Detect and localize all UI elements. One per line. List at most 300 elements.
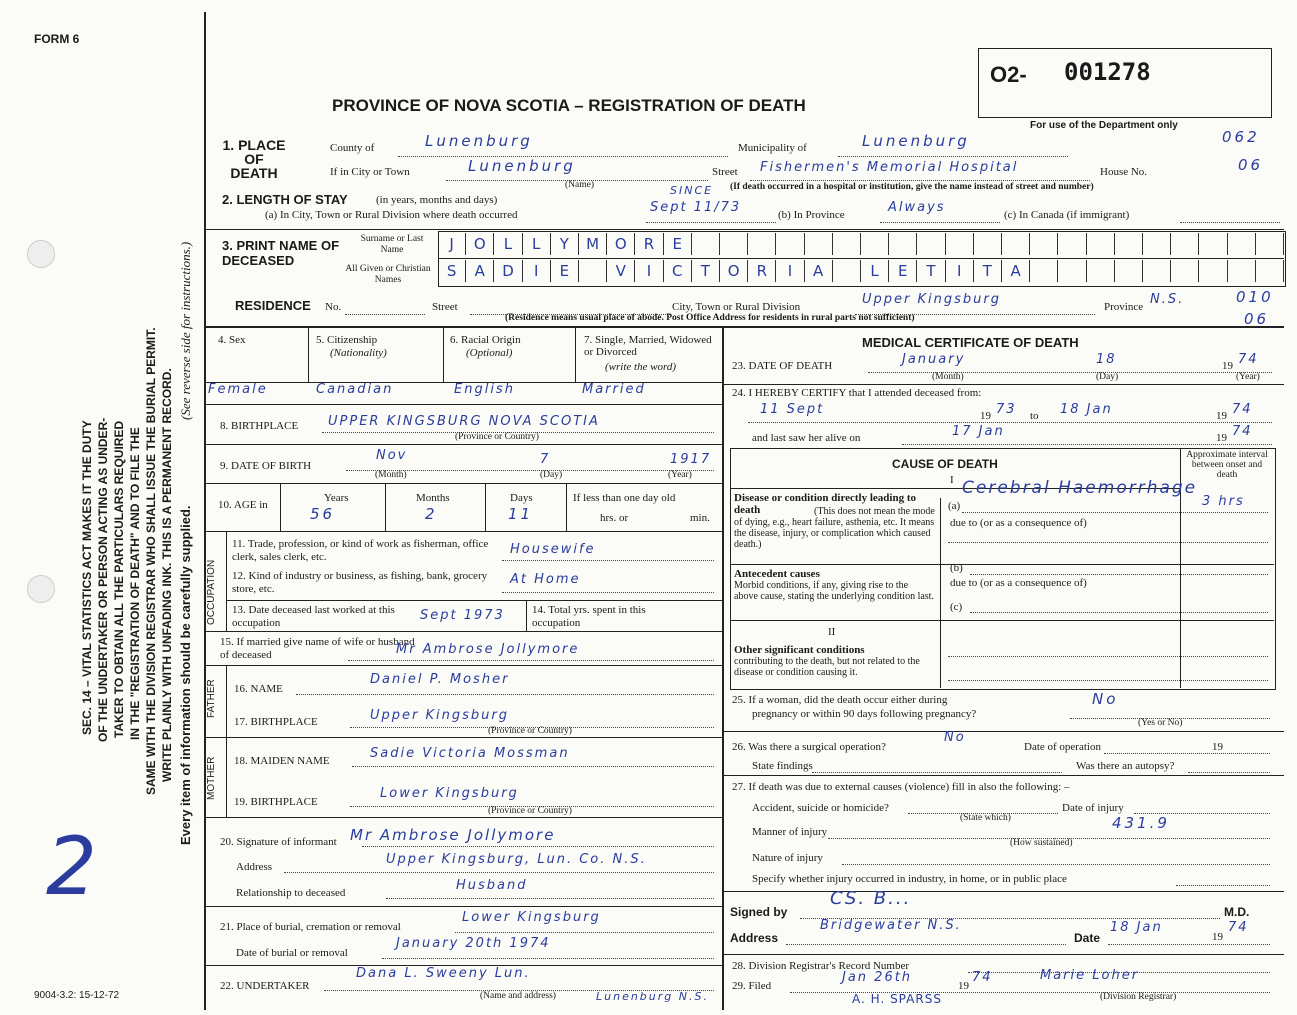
attended-line: [748, 422, 1272, 423]
row-rule: [722, 891, 1284, 892]
house-label: House No.: [1100, 166, 1148, 178]
filed-value: Jan 26th: [842, 970, 913, 985]
letter-cell: E: [551, 260, 579, 282]
sex-label: 4. Sex: [218, 334, 246, 346]
last-worked-label: 13. Date deceased last worked at this occupation: [232, 604, 395, 629]
yes-no-caption: (Yes or No): [1138, 718, 1183, 728]
q25-label-line-1: 25. If a woman, did the death occur either during: [732, 694, 948, 706]
name-grid-divider: [438, 258, 1284, 259]
department-use-note: For use of the Department only: [1030, 120, 1178, 131]
signing-address-value: Bridgewater N.S.: [820, 918, 962, 933]
trade-line: [502, 560, 714, 561]
side-text-line: (See reverse side for instructions.): [178, 241, 193, 420]
registrar-signature: Marie Loher: [1040, 968, 1140, 983]
less-than-day-label: If less than one day old: [573, 492, 676, 504]
dob-year: 1917: [670, 452, 712, 467]
handwritten-mark: 2: [46, 820, 97, 913]
dod-year: 74: [1238, 352, 1259, 367]
letter-cell: [1002, 233, 1030, 255]
attended-to-year-prefix: 19: [1216, 410, 1227, 422]
cause-a-value: Cerebral Haemorrhage: [962, 478, 1198, 498]
burial-date-label: Date of burial or removal: [236, 947, 348, 959]
signing-date-line: [1108, 944, 1270, 945]
letter-cell: M: [579, 233, 607, 255]
surname-label: Surname or Last Name: [360, 234, 424, 255]
letter-cell: [579, 260, 607, 282]
side-text-line: WRITE PLAINLY WITH UNFADING INK. THIS IS A PERMANENT RECORD.: [160, 368, 174, 782]
signing-year-prefix: 19: [1212, 931, 1223, 943]
row-rule: [204, 817, 722, 818]
hours-label: hrs. or: [600, 512, 629, 524]
cause-title: CAUSE OF DEATH: [892, 457, 998, 471]
due-to-label: due to (or as a consequence of): [950, 517, 1087, 529]
date-operation-line: [1104, 753, 1270, 754]
marital-sub: (write the word): [605, 361, 677, 373]
letter-cell: R: [748, 260, 776, 282]
racial-origin-value: English: [454, 382, 515, 397]
side-text-line: OF THE UNDERTAKER OR PERSON ACTING AS UNDER-: [96, 417, 110, 742]
stay-c-label: (c) In Canada (if immigrant): [1004, 209, 1130, 221]
cause-part-1: I: [950, 474, 954, 486]
letter-cell: L: [523, 233, 551, 255]
letter-cell: [1171, 260, 1199, 282]
row-rule: [722, 384, 1284, 385]
last-saw-label: and last saw her alive on: [752, 432, 861, 444]
col-rule: [575, 326, 576, 382]
signing-address-line: [786, 944, 1066, 945]
county-label: County of: [330, 142, 375, 154]
row-rule: [722, 731, 1284, 732]
cause-c-line: [970, 612, 1268, 613]
filed-year: 74: [972, 970, 993, 985]
burial-place-value: Lower Kingsburg: [462, 910, 601, 925]
letter-cell: [889, 233, 917, 255]
registration-number: 001278: [1064, 58, 1151, 86]
spouse-line: [348, 660, 714, 661]
registrar-caption: (Division Registrar): [1100, 992, 1177, 1002]
letter-cell: [833, 260, 861, 282]
side-text-line: SEC. 14 – VITAL STATISTICS ACT MAKES IT THE DUTY: [80, 420, 94, 735]
informant-address-line: [284, 872, 714, 873]
residence-province-value: N.S.: [1150, 292, 1185, 307]
letter-cell: L: [494, 233, 522, 255]
age-years-label: Years: [324, 492, 349, 504]
section-divider: [204, 326, 1284, 328]
sex-value: Female: [208, 382, 268, 397]
letter-cell: I: [776, 260, 804, 282]
letter-cell: D: [494, 260, 522, 282]
col-rule: [940, 498, 941, 688]
dod-month-caption: (Month): [932, 372, 964, 382]
col-rule: [280, 483, 281, 531]
age-months-label: Months: [416, 492, 450, 504]
cause-a-line: [962, 512, 1268, 513]
spouse-value: Mr Ambrose Jollymore: [396, 642, 580, 657]
row-rule: [722, 775, 1284, 776]
stay-c-line: [1180, 222, 1280, 223]
letter-cell: Y: [551, 233, 579, 255]
letter-cell: R: [635, 233, 663, 255]
q25-value: No: [1092, 690, 1119, 708]
letter-cell: [1199, 233, 1227, 255]
mother-maiden-value: Sadie Victoria Mossman: [370, 746, 570, 761]
col-rule: [526, 600, 527, 631]
row-rule: [722, 954, 1284, 955]
marital-label: 7. Single, Married, Widowed or Divorced: [584, 334, 712, 358]
filed-year-prefix: 19: [958, 980, 969, 992]
informant-address-label: Address: [236, 861, 273, 873]
father-birthplace-value: Upper Kingsburg: [370, 708, 509, 723]
municipality-value: Lunenburg: [862, 132, 970, 150]
letter-cell: [861, 233, 889, 255]
spouse-label: 15. If married give name of wife or husband of deceased: [220, 636, 415, 661]
undertaker-caption: (Name and address): [480, 991, 556, 1001]
dob-year-caption: (Year): [668, 470, 692, 480]
side-text-line: SAME WITH THE DIVISION REGISTRAR WHO SHALL ISSUE THE BURIAL PERMIT.: [144, 327, 158, 795]
row-rule: [204, 531, 722, 532]
attended-from-year: 73: [996, 402, 1017, 417]
col-rule: [485, 483, 486, 531]
letter-cell: V: [607, 260, 635, 282]
specify-label: Specify whether injury occurred in industry, in home, or in public place: [752, 873, 1067, 885]
mother-birthplace-caption: (Province or Country): [488, 806, 572, 816]
letter-cell: O: [607, 233, 635, 255]
last-saw-value: 17 Jan: [952, 424, 1005, 439]
mother-maiden-line: [352, 766, 714, 767]
citizenship-sub: (Nationality): [330, 347, 387, 359]
letter-cell: [1143, 233, 1171, 255]
city-name-caption: (Name): [565, 180, 595, 190]
informant-signature-value: Mr Ambrose Jollymore: [350, 826, 556, 844]
letter-cell: E: [664, 233, 692, 255]
dob-month: Nov: [376, 448, 408, 463]
side-text-line: IN THE "REGISTRATION OF DEATH" AND TO FILE THE: [128, 427, 142, 740]
operation-year-prefix: 19: [1212, 741, 1223, 753]
letter-cell: O: [466, 233, 494, 255]
dod-year-prefix: 19: [1222, 360, 1233, 372]
accident-label: Accident, suicide or homicide?: [752, 802, 889, 814]
city-label: If in City or Town: [330, 166, 410, 178]
hospital-note: (If death occurred in a hospital or institution, give the name instead of street and number): [730, 182, 1094, 192]
attended-from-year-prefix: 19: [980, 410, 991, 422]
minutes-label: min.: [690, 512, 710, 524]
date-operation-label: Date of operation: [1024, 741, 1101, 753]
certify-label: 24. I HEREBY CERTIFY that I attended deceased from:: [732, 387, 982, 399]
street-value: Fishermen's Memorial Hospital: [760, 160, 1019, 175]
place-of-death-label: 1. PLACE OF DEATH: [222, 137, 286, 181]
nature-label: Nature of injury: [752, 852, 823, 864]
row-rule: [204, 906, 722, 907]
dod-month: January: [902, 352, 966, 367]
q27-label: 27. If death was due to external causes (violence) fill in also the following: –: [732, 781, 1070, 793]
letter-cell: T: [974, 260, 1002, 282]
residence-province-label: Province: [1104, 301, 1144, 313]
letter-cell: [1171, 233, 1199, 255]
residence-city-label: City, Town or Rural Division: [672, 301, 801, 313]
date-injury-label: Date of injury: [1062, 802, 1124, 814]
letter-cell: I: [523, 260, 551, 282]
letter-cell: [748, 233, 776, 255]
record-number-label: 28. Division Registrar's Record Number: [732, 960, 910, 972]
attended-to: 18 Jan: [1060, 402, 1113, 417]
attended-to-year: 74: [1232, 402, 1253, 417]
dob-label: 9. DATE OF BIRTH: [220, 460, 312, 472]
father-side-label: FATHER: [206, 679, 217, 718]
frame-left-rule: [204, 12, 206, 1010]
attended-from: 11 Sept: [760, 402, 825, 417]
stay-a-value: Sept 11/73: [650, 200, 742, 215]
last-worked-value: Sept 1973: [420, 608, 505, 623]
age-label: 10. AGE in: [218, 499, 268, 511]
letter-cell: E: [889, 260, 917, 282]
cause-a2-line: [948, 542, 1268, 543]
undertaker-value: Dana L. Sweeny Lun.: [356, 966, 531, 981]
municipality-line: [838, 156, 1068, 157]
q26-label: 26. Was there a surgical operation?: [732, 741, 886, 753]
attended-to-label: to: [1030, 410, 1039, 422]
residence-label: RESIDENCE: [235, 298, 311, 313]
letter-cell: A: [805, 260, 833, 282]
binding-hole: [27, 575, 55, 603]
burial-date-line: [382, 958, 714, 959]
letter-cell: [776, 233, 804, 255]
birthplace-value: UPPER KINGSBURG NOVA SCOTIA: [328, 414, 600, 429]
registration-prefix: O2-: [990, 62, 1027, 87]
marital-value: Married: [582, 382, 646, 397]
age-days-value: 11: [508, 505, 534, 523]
row-rule: [204, 665, 722, 666]
residence-code-1: 010: [1236, 288, 1274, 306]
dod-day-caption: (Day): [1096, 372, 1119, 382]
binding-hole: [27, 240, 55, 268]
letter-cell: A: [1002, 260, 1030, 282]
col-rule: [566, 483, 567, 531]
row-rule: [204, 737, 722, 738]
signing-date-label: Date: [1074, 931, 1101, 945]
letter-cell: [974, 233, 1002, 255]
column-divider: [722, 326, 724, 1010]
trade-label: 11. Trade, profession, or kind of work as fisherman, office clerk, sales clerk, etc.: [232, 538, 489, 563]
county-value: Lunenburg: [425, 132, 533, 150]
letter-cell: [720, 233, 748, 255]
direct-cause-note: (This does not mean the mode of dying, e.g., heart failure, asthenia, etc. It means the disease, injury, or complication which caused death.): [734, 506, 935, 550]
municipality-label: Municipality of: [738, 142, 807, 154]
row-rule: [204, 444, 722, 445]
burial-place-line: [455, 932, 714, 933]
trade-value: Housewife: [510, 542, 596, 557]
state-which-caption: (State which): [960, 813, 1011, 823]
letter-cell: [1115, 233, 1143, 255]
filed-label: 29. Filed: [732, 980, 772, 992]
mother-birthplace-value: Lower Kingsburg: [380, 786, 519, 801]
total-years-label: 14. Total yrs. spent in this occupation: [532, 604, 646, 629]
dod-day: 18: [1096, 352, 1117, 367]
letter-cell: [946, 233, 974, 255]
father-name-line: [296, 694, 714, 695]
col-rule: [385, 483, 386, 531]
other-conditions-note: contributing to the death, but not related to the disease or condition causing it.: [734, 656, 920, 678]
cause-c-marker: (c): [950, 601, 963, 613]
letter-cell: [1030, 233, 1058, 255]
street-label: Street: [712, 166, 738, 178]
racial-origin-label: 6. Racial Origin: [450, 334, 521, 346]
letter-cell: L: [861, 260, 889, 282]
letter-cell: [1030, 260, 1058, 282]
cause-part-2: II: [828, 626, 836, 638]
informant-address-value: Upper Kingsburg, Lun. Co. N.S.: [386, 852, 647, 867]
mother-birthplace-label: 19. BIRTHPLACE: [234, 796, 318, 808]
letter-cell: [1143, 260, 1171, 282]
antecedent-note: Morbid conditions, if any, giving rise to the above cause, stating the underlying condition last.: [734, 580, 934, 602]
dob-day: 7: [540, 452, 551, 467]
medical-certificate-title: MEDICAL CERTIFICATE OF DEATH: [862, 335, 1079, 350]
dod-year-caption: (Year): [1236, 372, 1260, 382]
letter-cell: [1058, 233, 1086, 255]
occupation-side-label: OCCUPATION: [206, 559, 217, 625]
findings-line: [812, 772, 1062, 773]
last-saw-line: [902, 444, 1272, 445]
specify-line: [1176, 885, 1270, 886]
letter-cell: T: [917, 260, 945, 282]
how-sustained-caption: (How sustained): [1010, 838, 1073, 848]
father-name-value: Daniel P. Mosher: [370, 672, 510, 687]
undertaker-extra: Lunenburg N.S.: [596, 990, 709, 1003]
row-rule: [204, 631, 722, 632]
age-days-label: Days: [510, 492, 533, 504]
letter-cell: [833, 233, 861, 255]
side-text-line: Every item of information should be carefully supplied.: [178, 505, 193, 845]
dod-line: [868, 372, 1272, 373]
icd-code: 431.9: [1112, 814, 1170, 832]
q25-label-line-2: pregnancy or within 90 days following pregnancy?: [752, 708, 977, 720]
residence-no-line: [345, 314, 425, 315]
physician-signature: CS. B...: [830, 888, 912, 909]
manner-label: Manner of injury: [752, 826, 828, 838]
other-conditions-line: [948, 656, 1268, 657]
last-saw-year-prefix: 19: [1216, 432, 1227, 444]
age-months-value: 2: [425, 505, 438, 523]
dob-month-caption: (Month): [375, 470, 407, 480]
birthplace-caption: (Province or Country): [455, 432, 539, 442]
print-name-label: 3. PRINT NAME OF DECEASED: [222, 238, 340, 268]
municipality-code: 062: [1222, 128, 1260, 146]
length-of-stay-note: (in years, months and days): [376, 194, 498, 206]
relationship-line: [386, 898, 714, 899]
residence-street-label: Street: [432, 301, 458, 313]
residence-no-label: No.: [325, 301, 342, 313]
section-divider: [204, 229, 1284, 230]
street-line: [750, 180, 1090, 181]
other-conditions-line: [948, 680, 1268, 681]
residence-code-2: 06: [1244, 310, 1270, 328]
stay-since: SINCE: [670, 184, 714, 197]
autopsy-label: Was there an autopsy?: [1076, 760, 1175, 772]
stay-b-value: Always: [888, 200, 946, 215]
father-birthplace-caption: (Province or Country): [488, 726, 572, 736]
dod-label: 23. DATE OF DEATH: [732, 360, 833, 372]
residence-note: (Residence means usual place of abode. Post Office Address for residents in rural parts not sufficient): [505, 313, 915, 323]
letter-cell: [1228, 233, 1256, 255]
signing-address-label: Address: [730, 931, 779, 945]
findings-label: State findings: [752, 760, 813, 772]
stay-a-line: [646, 222, 776, 223]
letter-cell: [1058, 260, 1086, 282]
letter-cell: [1228, 260, 1256, 282]
autopsy-line: [1188, 772, 1270, 773]
page-title: PROVINCE OF NOVA SCOTIA – REGISTRATION OF DEATH: [332, 96, 806, 115]
antecedent-label: Antecedent causes: [734, 568, 820, 580]
form-code: 9004-3.2: 15-12-72: [34, 990, 120, 1001]
md-label: M.D.: [1224, 905, 1250, 919]
citizenship-label: 5. Citizenship: [316, 334, 378, 346]
letter-cell: J: [438, 233, 466, 255]
city-value: Lunenburg: [468, 157, 576, 175]
letter-cell: [1199, 260, 1227, 282]
citizenship-value: Canadian: [316, 382, 394, 397]
undertaker-label: 22. UNDERTAKER: [220, 980, 310, 992]
row-rule: [204, 483, 722, 484]
father-birthplace-label: 17. BIRTHPLACE: [234, 716, 318, 728]
relationship-label: Relationship to deceased: [236, 887, 346, 899]
birthplace-label: 8. BIRTHPLACE: [220, 420, 299, 432]
letter-cell: [1115, 260, 1143, 282]
relationship-value: Husband: [456, 878, 528, 893]
burial-place-label: 21. Place of burial, cremation or removal: [220, 921, 401, 933]
other-conditions-label: Other significant conditions: [734, 644, 865, 656]
stay-a-label: (a) In City, Town or Rural Division where death occurred: [265, 209, 518, 221]
letter-cell: [1256, 233, 1284, 255]
letter-cell: [1256, 260, 1284, 282]
letter-cell: [917, 233, 945, 255]
col-rule: [226, 737, 227, 817]
mother-side-label: MOTHER: [206, 756, 217, 800]
given-names-label: All Given or Christian Names: [345, 264, 431, 285]
row-rule: [730, 564, 1274, 565]
signing-year: 74: [1228, 920, 1249, 935]
industry-value: At Home: [510, 572, 581, 587]
letter-cell: [805, 233, 833, 255]
cause-b-line: [970, 574, 1268, 575]
registrar-stamp: A. H. SPARSS: [852, 992, 942, 1006]
cause-b-marker: (b): [950, 562, 963, 574]
nature-line: [842, 864, 1270, 865]
industry-line: [502, 592, 714, 593]
stay-b-line: [880, 222, 1000, 223]
cause-a-interval: 3 hrs: [1202, 494, 1245, 509]
informant-signature-label: 20. Signature of informant: [220, 836, 337, 848]
dob-day-caption: (Day): [540, 470, 563, 480]
col-rule: [443, 326, 444, 382]
signed-by-label: Signed by: [730, 905, 788, 919]
residence-city-value: Upper Kingsburg: [862, 292, 1001, 307]
letter-cell: C: [664, 260, 692, 282]
form-label: FORM 6: [34, 32, 80, 46]
age-years-value: 56: [310, 505, 336, 523]
interval-label: Approximate interval between onset and death: [1186, 450, 1268, 480]
burial-date-value: January 20th 1974: [396, 936, 551, 951]
row-rule: [730, 620, 1274, 621]
signing-date-value: 18 Jan: [1110, 920, 1163, 935]
q26-value: No: [944, 730, 966, 745]
side-text-line: TAKER TO OBTAIN ALL THE PARTICULARS REQUIRED: [112, 420, 126, 738]
letter-cell: T: [692, 260, 720, 282]
letter-cell: [1087, 233, 1115, 255]
letter-cell: O: [720, 260, 748, 282]
racial-origin-sub: (Optional): [466, 347, 513, 359]
length-of-stay-label: 2. LENGTH OF STAY: [222, 192, 348, 207]
stay-b-label: (b) In Province: [778, 209, 845, 221]
col-rule: [226, 665, 227, 737]
